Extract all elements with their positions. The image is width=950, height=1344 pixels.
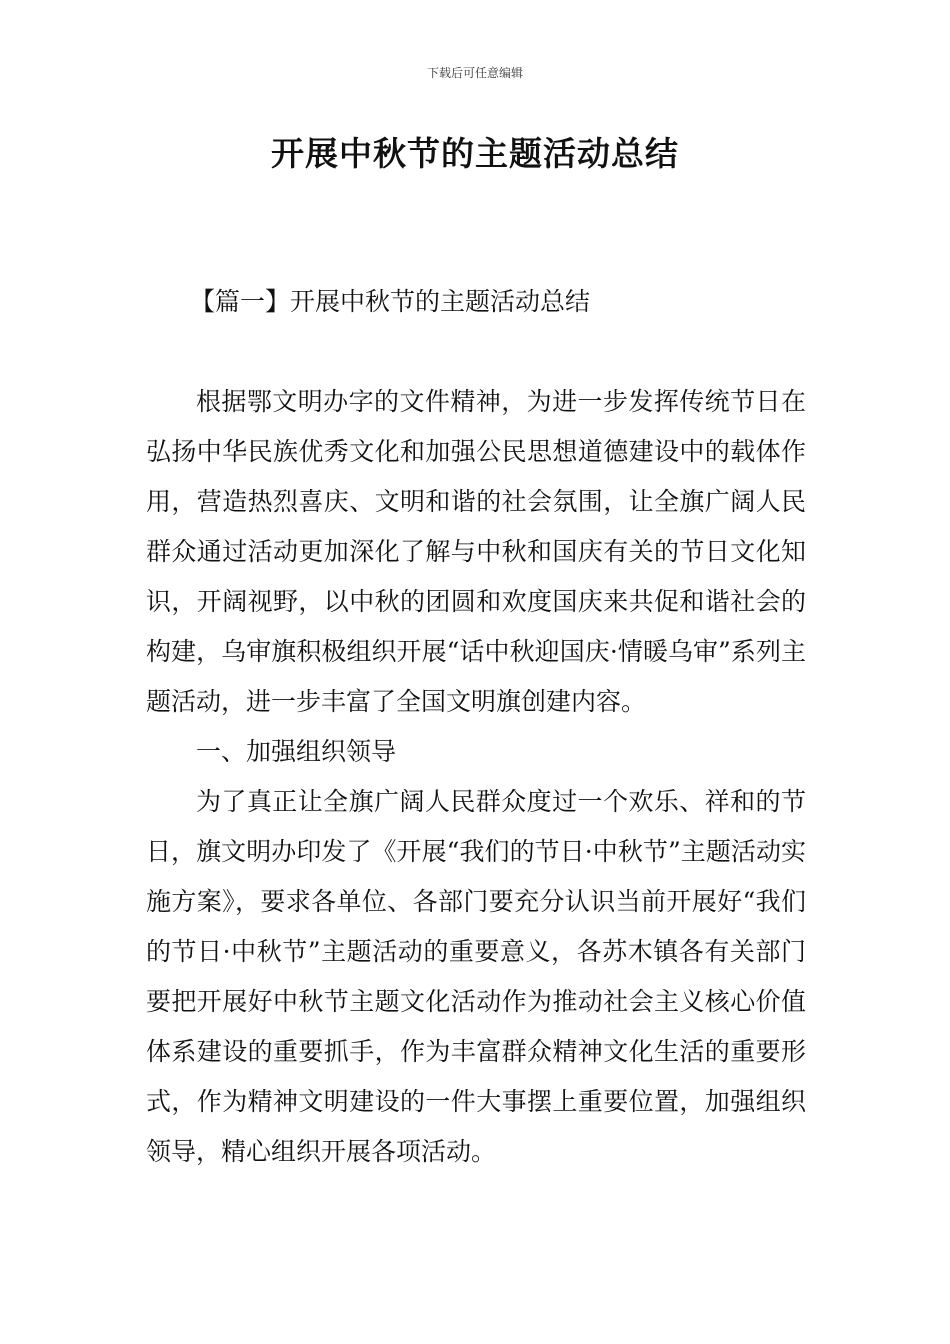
header-note: 下载后可任意编辑 — [426, 66, 523, 80]
section-heading: 【篇一】开展中秋节的主题活动总结 — [190, 287, 591, 316]
paragraph-organization: 为了真正让全旗广阔人民群众度过一个欢乐、祥和的节日，旗文明办印发了《开展“我们的节日·中秋节”主题活动实施方案》，要求各单位、各部门要充分认识当前开展好“我们的节日·中秋节”主题活动的重要意义，各苏木镇各有关部门要把开展好中秋节主题文化活动作为推动社会主义核心价值体系建设的重要抓手，作为丰富群众精神文化生活的重要形式，作为精神文明建设的一件大事摆上重要位置，加强组织领导，精心组织开展各项活动。 — [146, 787, 806, 1166]
paragraph-intro: 根据鄂文明办字的文件精神，为进一步发挥传统节日在弘扬中华民族优秀文化和加强公民思想道德建设中的载体作用，营造热烈喜庆、文明和谐的社会氛围，让全旗广阔人民群众通过活动更加深化了解与中秋和国庆有关的节日文化知识，开阔视野，以中秋的团圆和欢度国庆来共促和谐社会的构建，乌审旗积极组织开展“话中秋迎国庆·情暖乌审”系列主题活动，进一步丰富了全国文明旗创建内容。 — [146, 387, 806, 716]
subheading-organization: 一、加强组织领导 — [196, 737, 397, 766]
document-title: 开展中秋节的主题活动总结 — [271, 134, 679, 173]
document-body — [146, 377, 806, 1177]
